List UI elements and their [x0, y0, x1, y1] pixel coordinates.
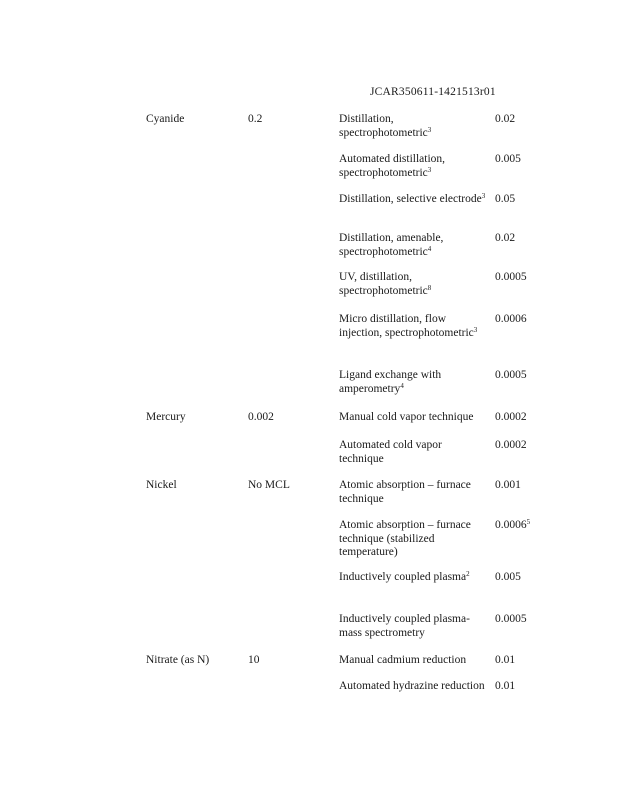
method-name — [339, 411, 487, 425]
method-text: Automated distillation, spectrophotometric — [339, 153, 446, 179]
method-name — [339, 519, 487, 560]
detection-limit: 0.0002 — [495, 439, 527, 451]
method-text: Inductively coupled plasma — [339, 571, 467, 583]
detection-limit: 0.05 — [495, 193, 516, 205]
method-text: Automated hydrazine reduction — [339, 680, 485, 692]
method-text: UV, distillation, spectrophotometric — [339, 271, 428, 297]
detection-limit: 0.0005 — [495, 369, 527, 381]
method-text: Automated cold vapor technique — [339, 439, 442, 465]
detection-limit: 0.01 — [495, 654, 516, 666]
detection-limit: 0.02 — [495, 232, 516, 244]
method-name — [339, 369, 487, 396]
contaminant-name: Mercury — [146, 411, 186, 423]
footnote-ref: 3 — [427, 165, 432, 174]
method-name — [339, 439, 487, 466]
document-id: JCAR350611-1421513r01 — [370, 86, 496, 98]
footnote-ref: 3 — [427, 125, 432, 134]
detection-limit: 0.0005 — [495, 271, 527, 283]
method-text: Atomic absorption – furnace technique — [339, 479, 471, 505]
method-name — [339, 479, 487, 506]
method-text: Manual cadmium reduction — [339, 654, 467, 666]
method-name — [339, 313, 487, 340]
method-text: Ligand exchange with amperometry — [339, 369, 442, 395]
method-name — [339, 271, 487, 298]
mcl-value: 0.002 — [248, 411, 274, 423]
detection-limit: 0.001 — [495, 479, 521, 491]
footnote-ref: 3 — [481, 192, 486, 200]
detection-limit: 0.0006 — [495, 313, 527, 325]
detection-limit: 0.005 — [495, 571, 521, 583]
method-text: Micro distillation, flow injection, spectrophotometric — [339, 313, 474, 339]
method-name — [339, 113, 487, 140]
detection-limit: 0.02 — [495, 113, 516, 125]
footnote-ref: 2 — [466, 570, 470, 578]
mcl-value: No MCL — [248, 479, 290, 491]
footnote-ref: 4 — [427, 244, 432, 253]
detection-limit-text: 0.0006 — [495, 519, 527, 531]
method-name — [339, 153, 487, 180]
contaminant-name: Nitrate (as N) — [146, 654, 210, 666]
detection-limit: 0.005 — [495, 153, 521, 165]
footnote-ref: 8 — [427, 283, 432, 292]
detection-limit: 0.0005 — [495, 613, 527, 625]
method-text: Inductively coupled plasma-mass spectrometry — [339, 613, 470, 639]
method-text: Distillation, amenable, spectrophotometric — [339, 232, 444, 258]
method-name — [339, 654, 487, 668]
footnote-ref: 3 — [473, 325, 478, 334]
method-name — [339, 571, 487, 585]
method-name — [339, 193, 487, 207]
contaminant-name: Nickel — [146, 479, 177, 491]
detection-limit — [495, 519, 530, 533]
method-name — [339, 232, 487, 259]
footnote-ref: 5 — [526, 518, 531, 526]
method-name — [339, 680, 487, 694]
method-text: Manual cold vapor technique — [339, 411, 474, 423]
method-text: Atomic absorption – furnace technique (stabilized temperature) — [339, 519, 471, 558]
method-name — [339, 613, 487, 640]
footnote-ref: 4 — [400, 381, 404, 390]
detection-limit: 0.01 — [495, 680, 516, 692]
contaminant-name: Cyanide — [146, 113, 185, 125]
mcl-value: 0.2 — [248, 113, 263, 125]
method-text: Distillation, selective electrode — [339, 193, 482, 205]
method-text: Distillation, spectrophotometric — [339, 113, 428, 139]
mcl-value: 10 — [248, 654, 260, 666]
detection-limit: 0.0002 — [495, 411, 527, 423]
